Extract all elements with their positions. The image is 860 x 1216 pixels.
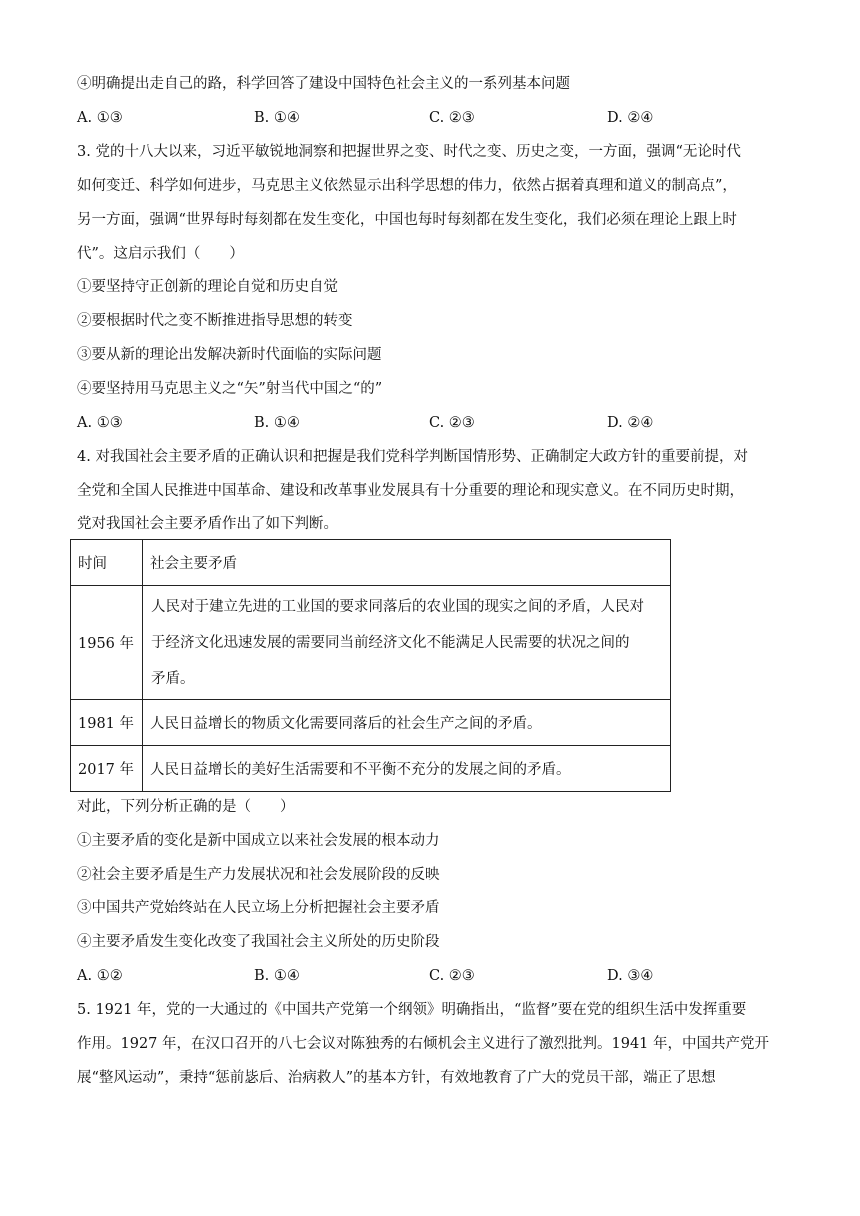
table-cell-line: 于经济文化迅速发展的需要同当前经济文化不能满足人民需要的状况之间的 [151,634,630,651]
q3-option-a[interactable]: A. ①③ [77,415,123,431]
prev-options [77,108,777,128]
table-cell-line: 矛盾。 [151,670,195,687]
q3-stem-line-2: 如何变迁、科学如何进步，马克思主义依然显示出科学思想的伟力，依然占据着真理和道义的制高点”， [77,178,737,194]
table-header-contradiction: 社会主要矛盾 [143,540,671,586]
table-cell-contradiction: 人民日益增长的物质文化需要同落后的社会生产之间的矛盾。 [143,700,671,746]
q4-option-b[interactable]: B. ①④ [254,968,300,984]
q3-stem-line-3: 另一方面，强调“世界每时每刻都在发生变化，中国也每时每刻都在发生变化，我们必须在理论上跟上时 [77,212,737,228]
q4-stem-line-3: 党对我国社会主要矛盾作出了如下判断。 [77,516,338,532]
table-cell-contradiction [143,586,671,700]
q4-item-2: ②社会主要矛盾是生产力发展状况和社会发展阶段的反映 [77,867,440,883]
q5-stem-line-1: 5. 1921 年，党的一大通过的《中国共产党第一个纲领》明确指出，“监督”要在党的组织生活中发挥重要 [77,1002,747,1018]
prev-item-4: ④明确提出走自己的路，科学回答了建设中国特色社会主义的一系列基本问题 [77,76,570,92]
table-row [71,746,671,792]
q3-stem-line-1: 3. 党的十八大以来，习近平敏锐地洞察和把握世界之变、时代之变、历史之变，一方面，强调“无论时代 [77,144,741,160]
q3-option-b[interactable]: B. ①④ [254,415,300,431]
q4-stem-line-2: 全党和全国人民推进中国革命、建设和改革事业发展具有十分重要的理论和现实意义。在不同历史时期， [77,483,744,499]
q5-stem-line-2: 作用。1927 年，在汉口召开的八七会议对陈独秀的右倾机会主义进行了激烈批判。1941 年，中国共产党开 [77,1036,770,1052]
q4-stem-line-1: 4. 对我国社会主要矛盾的正确认识和把握是我们党科学判断国情形势、正确制定大政方针的重要前提，对 [77,449,748,465]
table-row [71,586,671,700]
q4-option-a[interactable]: A. ①② [77,968,123,984]
prev-option-c[interactable]: C. ②③ [429,110,475,126]
table-row [71,700,671,746]
q4-question: 对此，下列分析正确的是（ ） [77,799,295,815]
q4-option-d[interactable]: D. ③④ [607,968,654,984]
q4-option-c[interactable]: C. ②③ [429,968,475,984]
table-header-time: 时间 [71,540,143,586]
prev-option-a[interactable]: A. ①③ [77,110,123,126]
q3-item-2: ②要根据时代之变不断推进指导思想的转变 [77,313,353,329]
q3-options [77,413,777,433]
q4-item-4: ④主要矛盾发生变化改变了我国社会主义所处的历史阶段 [77,934,440,950]
q3-item-3: ③要从新的理论出发解决新时代面临的实际问题 [77,347,382,363]
table-cell-line: 人民对于建立先进的工业国的要求同落后的农业国的现实之间的矛盾，人民对 [151,598,644,615]
q3-option-d[interactable]: D. ②④ [607,415,654,431]
q4-options [77,966,777,986]
q3-item-1: ①要坚持守正创新的理论自觉和历史自觉 [77,279,338,295]
table-cell-year: 2017 年 [71,746,143,792]
table-header-row [71,540,671,586]
contradiction-table [70,539,671,792]
q5-stem-line-3: 展“整风运动”，秉持“惩前毖后、治病救人”的基本方针，有效地教育了广大的党员干部，端正了思想 [77,1070,716,1086]
table-cell-year: 1956 年 [71,586,143,700]
table-cell-year: 1981 年 [71,700,143,746]
prev-option-b[interactable]: B. ①④ [254,110,300,126]
prev-option-d[interactable]: D. ②④ [607,110,654,126]
table-cell-contradiction: 人民日益增长的美好生活需要和不平衡不充分的发展之间的矛盾。 [143,746,671,792]
q3-option-c[interactable]: C. ②③ [429,415,475,431]
q4-item-3: ③中国共产党始终站在人民立场上分析把握社会主要矛盾 [77,900,440,916]
q4-item-1: ①主要矛盾的变化是新中国成立以来社会发展的根本动力 [77,833,440,849]
q3-item-4: ④要坚持用马克思主义之“矢”射当代中国之“的” [77,381,383,397]
q3-stem-line-4: 代”。这启示我们（ ） [77,246,244,262]
